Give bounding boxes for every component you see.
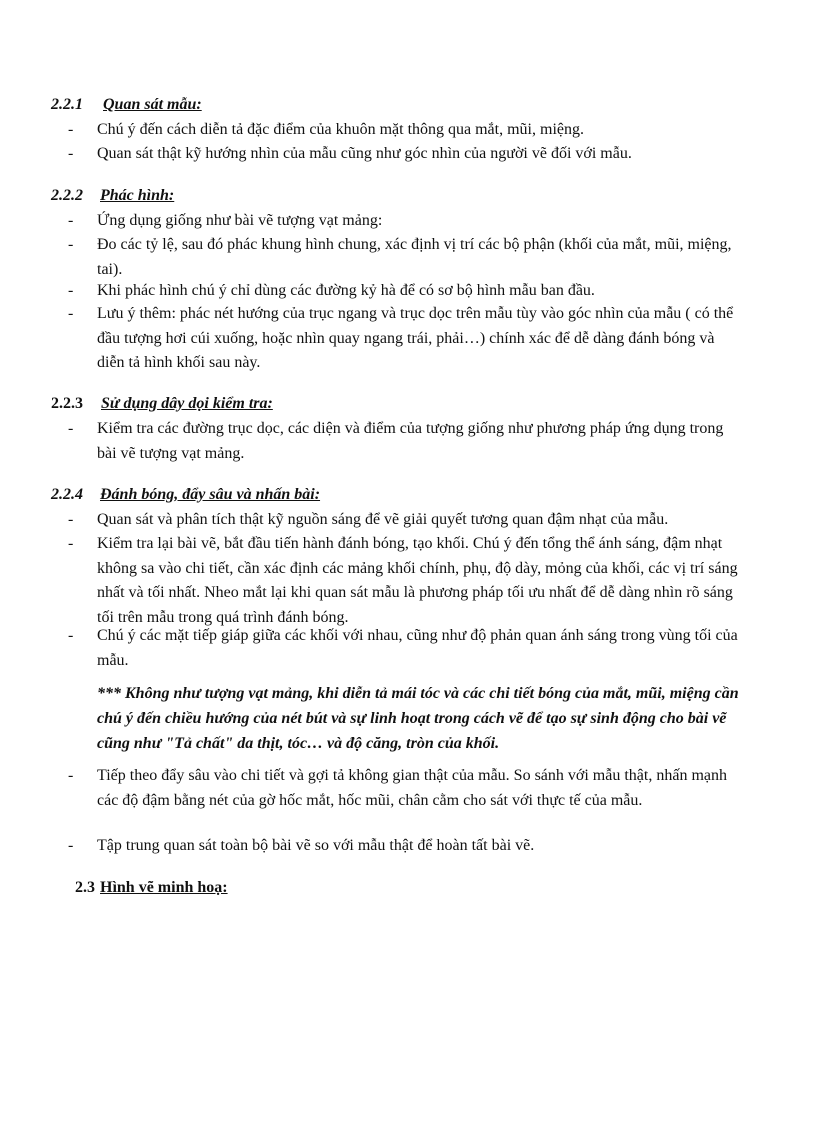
list-item <box>68 764 758 813</box>
list-item-text: Đo các tỷ lệ, sau đó phác khung hình chung, xác định vị trí các bộ phận (khối của mắt, mũi, miệng, tai). <box>97 236 732 278</box>
list-item <box>68 279 758 304</box>
bullet-dash: - <box>68 535 74 552</box>
list-item <box>68 532 758 630</box>
list-item <box>68 834 758 859</box>
list-item-text: Tiếp theo đẩy sâu vào chi tiết và gợi tả không gian thật của mẫu. So sánh với mẫu thật, nhấn mạnh các độ đậm bằng nét của gờ hốc mắt, hốc mũi, chân cằm cho sát với thực tế của mẫu. <box>97 767 727 809</box>
bullet-dash: - <box>68 837 74 854</box>
list-item-text: Kiểm tra lại bài vẽ, bắt đầu tiến hành đánh bóng, tạo khối. Chú ý đến tổng thể ánh sáng, đậm nhạt không sa vào chi tiết, cần xác định các mảng khối chính, phụ, độ dày, mỏng của khối, các vị trí sáng nhất và tối nhất. Nheo mắt lại khi quan sát mẫu là phương pháp tối ưu nhất để dễ dàng nhìn rõ sáng tối trên mẫu trong quá trình đánh bóng. <box>97 535 738 626</box>
section-2-3-heading <box>75 879 228 897</box>
list-item <box>68 142 758 167</box>
list-item-text: Tập trung quan sát toàn bộ bài vẽ so với mẫu thật để hoàn tất bài vẽ. <box>97 837 535 854</box>
list-item <box>68 302 758 376</box>
section-number: 2.3 <box>75 879 95 896</box>
section-2-2-3-heading <box>51 395 273 413</box>
section-2-2-2-heading <box>51 187 174 205</box>
bullet-dash: - <box>68 145 74 162</box>
bullet-dash: - <box>68 121 74 138</box>
section-title: Phác hình: <box>100 187 175 204</box>
section-number: 2.2.4 <box>51 486 83 503</box>
section-number: 2.2.2 <box>51 187 83 204</box>
bullet-dash: - <box>68 212 74 229</box>
list-item <box>68 118 758 143</box>
list-item-text: Chú ý đến cách diễn tả đặc điểm của khuôn mặt thông qua mắt, mũi, miệng. <box>97 121 584 138</box>
section-2-2-1-heading <box>51 96 202 114</box>
list-item <box>68 233 758 282</box>
section-number: 2.2.1 <box>51 96 83 113</box>
list-item-text: Ứng dụng giống như bài vẽ tượng vạt mảng: <box>97 212 383 229</box>
section-title: Quan sát mẫu: <box>103 96 202 113</box>
list-item <box>68 209 758 234</box>
bullet-dash: - <box>68 305 74 322</box>
emphasis-note: *** Không như tượng vạt mảng, khi diễn tả mái tóc và các chi tiết bóng của mắt, mũi, miệng cần chú ý đến chiều hướng của nét bút và sự linh hoạt trong cách vẽ để tạo sự sinh động cho bài vẽ cũng như "Tả chất" da thịt, tóc… và độ căng, tròn của khối. <box>97 685 739 752</box>
list-item <box>68 508 758 533</box>
list-item-text: Lưu ý thêm: phác nét hướng của trục ngang và trục dọc trên mẫu tùy vào góc nhìn của mẫu ( có thể đầu tượng hơi cúi xuống, hoặc nhìn quay ngang trái, phải…) chính xác để dễ dàng đánh bóng và diễn tả hình khối sau này. <box>97 305 734 371</box>
section-2-2-4-heading <box>51 486 320 504</box>
list-item-text: Quan sát và phân tích thật kỹ nguồn sáng để vẽ giải quyết tương quan đậm nhạt của mẫu. <box>97 511 669 528</box>
list-item <box>68 624 758 673</box>
bullet-dash: - <box>68 420 74 437</box>
section-title: Đánh bóng, đẩy sâu và nhấn bài: <box>100 486 321 503</box>
bullet-dash: - <box>68 767 74 784</box>
bullet-dash: - <box>68 511 74 528</box>
bullet-dash: - <box>68 282 74 299</box>
section-number: 2.2.3 <box>51 395 83 412</box>
section-title: Sử dụng dây dọi kiểm tra: <box>101 395 273 412</box>
section-title: Hình vẽ minh hoạ: <box>100 879 228 896</box>
list-item-text: Quan sát thật kỹ hướng nhìn của mẫu cũng như góc nhìn của người vẽ đối với mẫu. <box>97 145 632 162</box>
list-item <box>68 417 758 466</box>
list-item-text: Chú ý các mặt tiếp giáp giữa các khối với nhau, cũng như độ phản quan ánh sáng trong vùng tối của mẫu. <box>97 627 738 669</box>
bullet-dash: - <box>68 627 74 644</box>
bullet-dash: - <box>68 236 74 253</box>
list-item-text: Kiểm tra các đường trục dọc, các diện và điểm của tượng giống như phương pháp ứng dụng trong bài vẽ tượng vạt mảng. <box>97 420 724 462</box>
list-item-text: Khi phác hình chú ý chỉ dùng các đường kỷ hà để có sơ bộ hình mẫu ban đầu. <box>97 282 595 299</box>
